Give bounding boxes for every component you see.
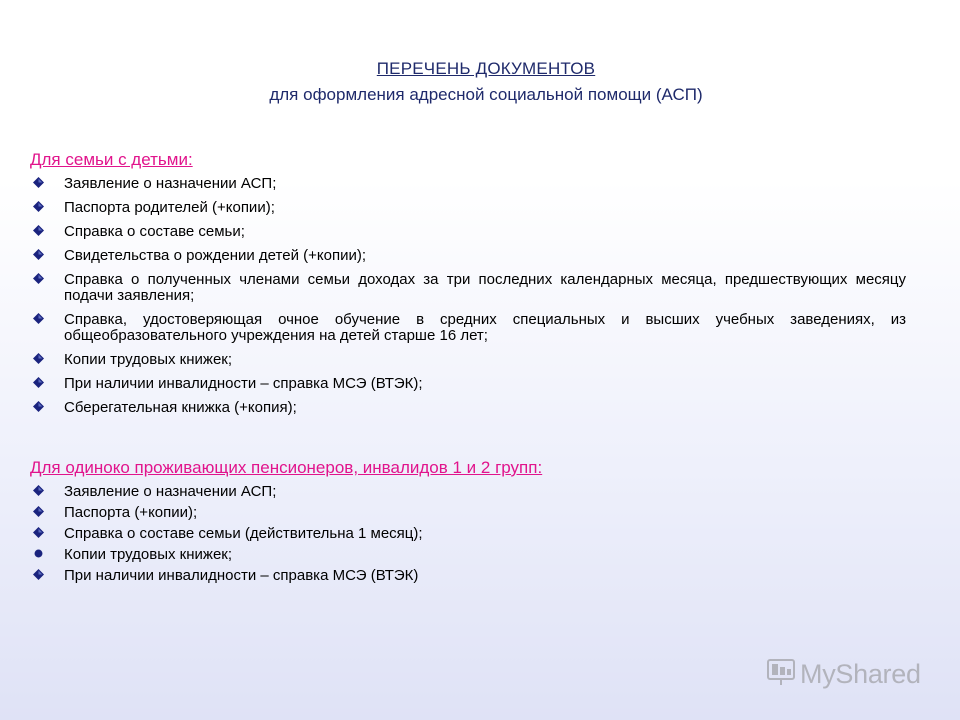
list-item-text: Паспорта (+копии); [64, 504, 198, 521]
circle-bullet-icon [33, 548, 44, 559]
document-list [30, 484, 906, 584]
list-item [30, 200, 906, 216]
diamond-bullet-icon [33, 401, 44, 412]
list-item [30, 547, 906, 563]
list-item-text: Заявление о назначении АСП; [64, 175, 277, 192]
diamond-bullet-icon [33, 177, 44, 188]
list-item-text: Копии трудовых книжек; [64, 351, 233, 368]
list-item-text: Справка о полученных членами семьи доходах за три последних календарных месяца, предшествующих месяцу подачи заявления; [64, 271, 906, 304]
slides-logo-icon [766, 657, 796, 692]
diamond-bullet-icon [33, 225, 44, 236]
list-item [30, 312, 906, 344]
list-item [30, 526, 906, 542]
list-item [30, 505, 906, 521]
list-item-text: При наличии инвалидности – справка МСЭ (ВТЭК) [64, 567, 419, 584]
document-list [30, 176, 906, 416]
diamond-bullet-icon [33, 506, 44, 517]
list-item [30, 352, 906, 368]
list-item [30, 376, 906, 392]
list-item-text: При наличии инвалидности – справка МСЭ (ВТЭК); [64, 375, 423, 392]
watermark-text: MyShared [800, 658, 921, 689]
diamond-bullet-icon [33, 249, 44, 260]
list-item-text: Свидетельства о рождении детей (+копии); [64, 247, 366, 264]
diamond-bullet-icon [33, 201, 44, 212]
list-item-text: Справка, удостоверяющая очное обучение в средних специальных и высших учебных заведениях, из общеобразовательного учреждения на детей старше 16 лет; [64, 311, 906, 344]
list-item [30, 176, 906, 192]
page-subtitle: для оформления адресной социальной помощи (АСП) [269, 85, 703, 104]
list-item-text: Заявление о назначении АСП; [64, 483, 277, 500]
list-item [30, 272, 906, 304]
page-title: ПЕРЕЧЕНЬ ДОКУМЕНТОВ [376, 59, 596, 78]
list-item [30, 400, 906, 416]
diamond-bullet-icon [33, 313, 44, 324]
section-pensioners-disabled [30, 458, 906, 589]
list-item [30, 568, 906, 584]
watermark-logo [766, 656, 921, 692]
list-item-text: Справка о составе семьи; [64, 223, 245, 240]
list-item-text: Справка о составе семьи (действительна 1 месяц); [64, 525, 423, 542]
diamond-bullet-icon [33, 569, 44, 580]
diamond-bullet-icon [33, 485, 44, 496]
diamond-bullet-icon [33, 353, 44, 364]
diamond-bullet-icon [33, 377, 44, 388]
section-families-with-children [30, 150, 906, 424]
diamond-bullet-icon [33, 273, 44, 284]
section-heading: Для одиноко проживающих пенсионеров, инвалидов 1 и 2 групп: [30, 458, 543, 477]
list-item [30, 484, 906, 500]
diamond-bullet-icon [33, 527, 44, 538]
list-item-text: Копии трудовых книжек; [64, 546, 233, 563]
list-item [30, 248, 906, 264]
page-title-block [0, 58, 960, 106]
list-item-text: Сберегательная книжка (+копия); [64, 399, 297, 416]
section-heading: Для семьи с детьми: [30, 150, 193, 169]
list-item-text: Паспорта родителей (+копии); [64, 199, 275, 216]
list-item [30, 224, 906, 240]
